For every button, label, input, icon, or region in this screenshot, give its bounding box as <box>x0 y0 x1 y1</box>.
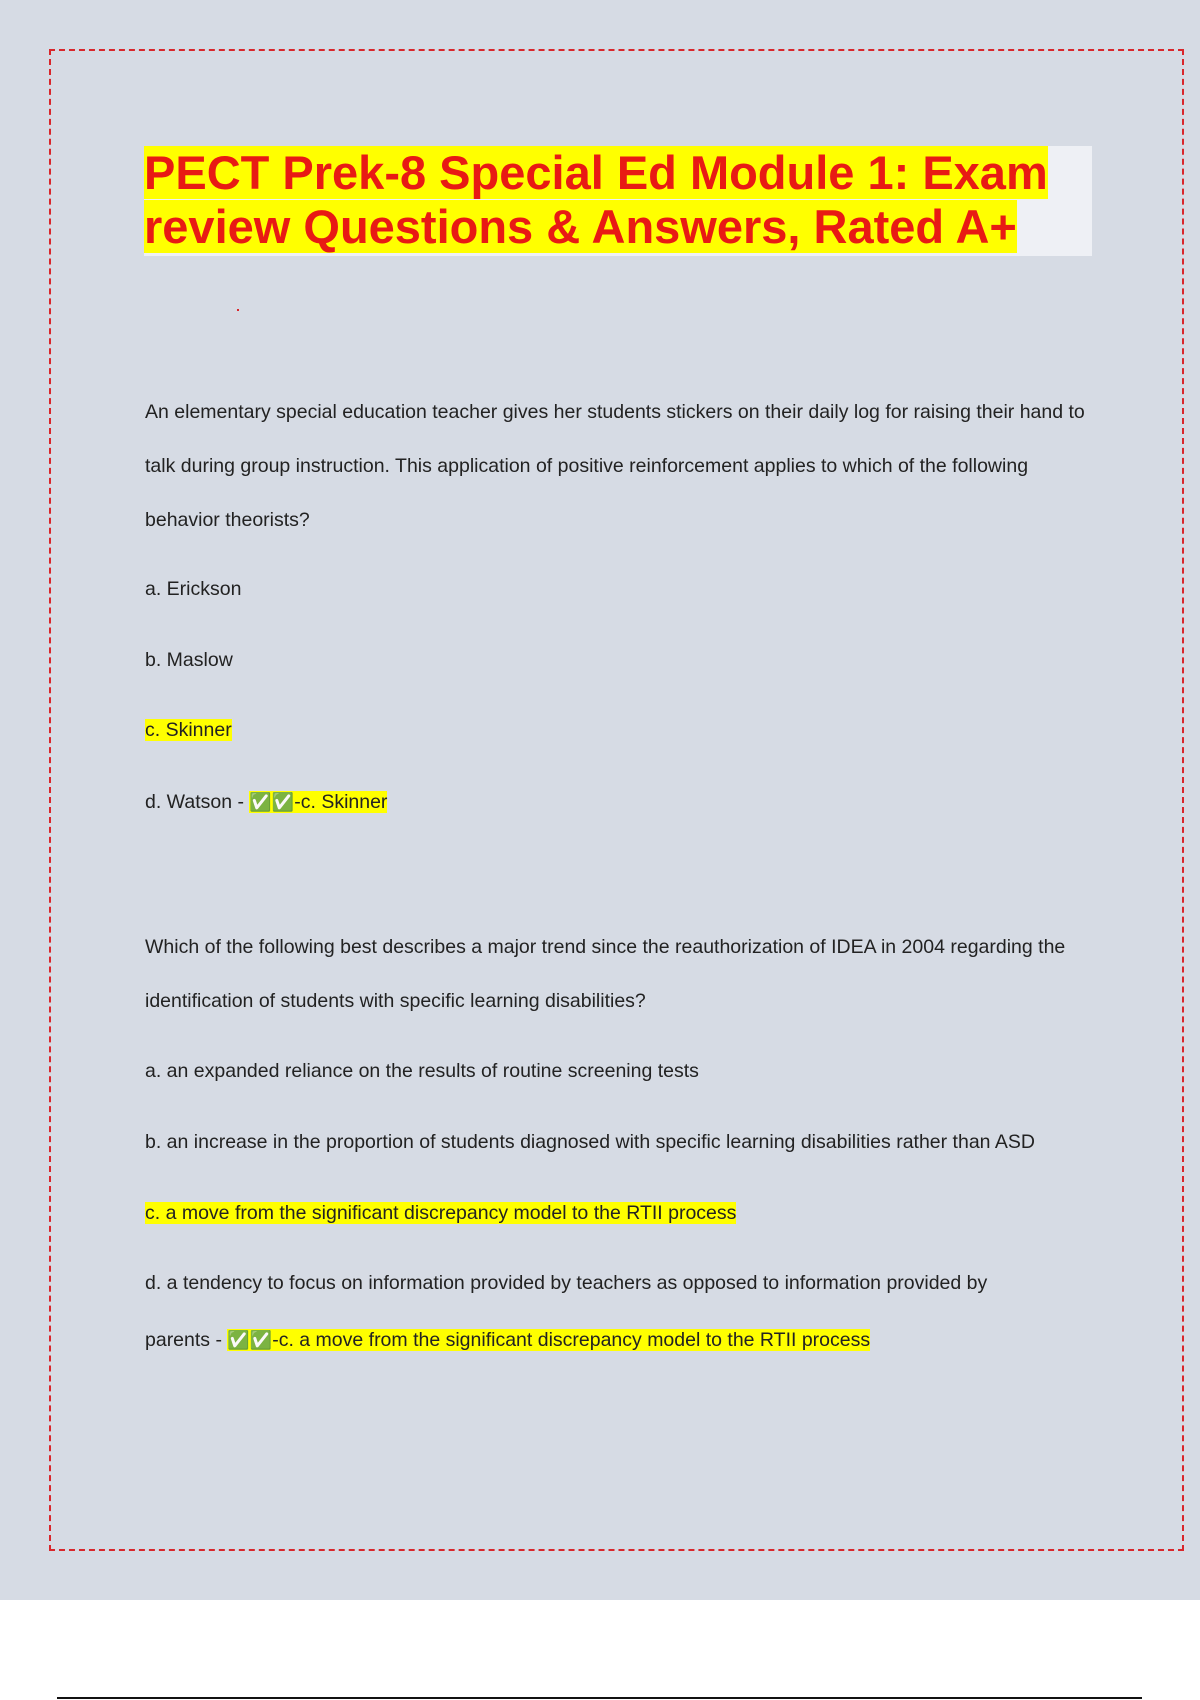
question-2-option-d-line-1: d. a tendency to focus on information provided by teachers as opposed to information provided by <box>145 1272 988 1294</box>
question-1-option-a: a. Erickson <box>145 578 242 600</box>
question-2-option-b: b. an increase in the proportion of students diagnosed with specific learning disabilities rather than ASD <box>145 1131 1035 1153</box>
correct-option-highlight: c. a move from the significant discrepancy model to the RTII process <box>145 1202 737 1224</box>
question-1-option-d <box>145 787 387 817</box>
answer-highlight <box>249 791 387 813</box>
question-1-option-c <box>145 715 232 745</box>
option-d-label: d. Watson - <box>145 791 250 813</box>
question-1-option-b: b. Maslow <box>145 649 233 671</box>
question-1-text: An elementary special education teacher gives her students stickers on their daily log for raising their hand to talk during group instruction. This application of positive reinforcement applies to which of the following behavior theorists? <box>145 401 1085 531</box>
question-2-option-a: a. an expanded reliance on the results of routine screening tests <box>145 1060 699 1082</box>
question-2-option-d-line-2 <box>145 1325 870 1355</box>
footer-rule <box>57 1697 1142 1699</box>
answer-highlight <box>227 1329 870 1351</box>
question-2-text: Which of the following best describes a major trend since the reauthorization of IDEA in 2004 regarding the identification of students with specific learning disabilities? <box>145 936 1066 1012</box>
answer-text: -c. a move from the significant discrepancy model to the RTII process <box>272 1329 871 1351</box>
stray-dot <box>237 309 239 311</box>
double-check-icon: ✅✅ <box>227 1330 273 1350</box>
option-d-label: parents - <box>145 1329 228 1351</box>
correct-option-highlight: c. Skinner <box>145 719 232 741</box>
question-2-option-c <box>145 1198 736 1228</box>
answer-text: -c. Skinner <box>294 791 388 813</box>
double-check-icon: ✅✅ <box>249 792 295 812</box>
document-title: PECT Prek-8 Special Ed Module 1: Exam review Questions & Answers, Rated A+ <box>144 146 1048 253</box>
